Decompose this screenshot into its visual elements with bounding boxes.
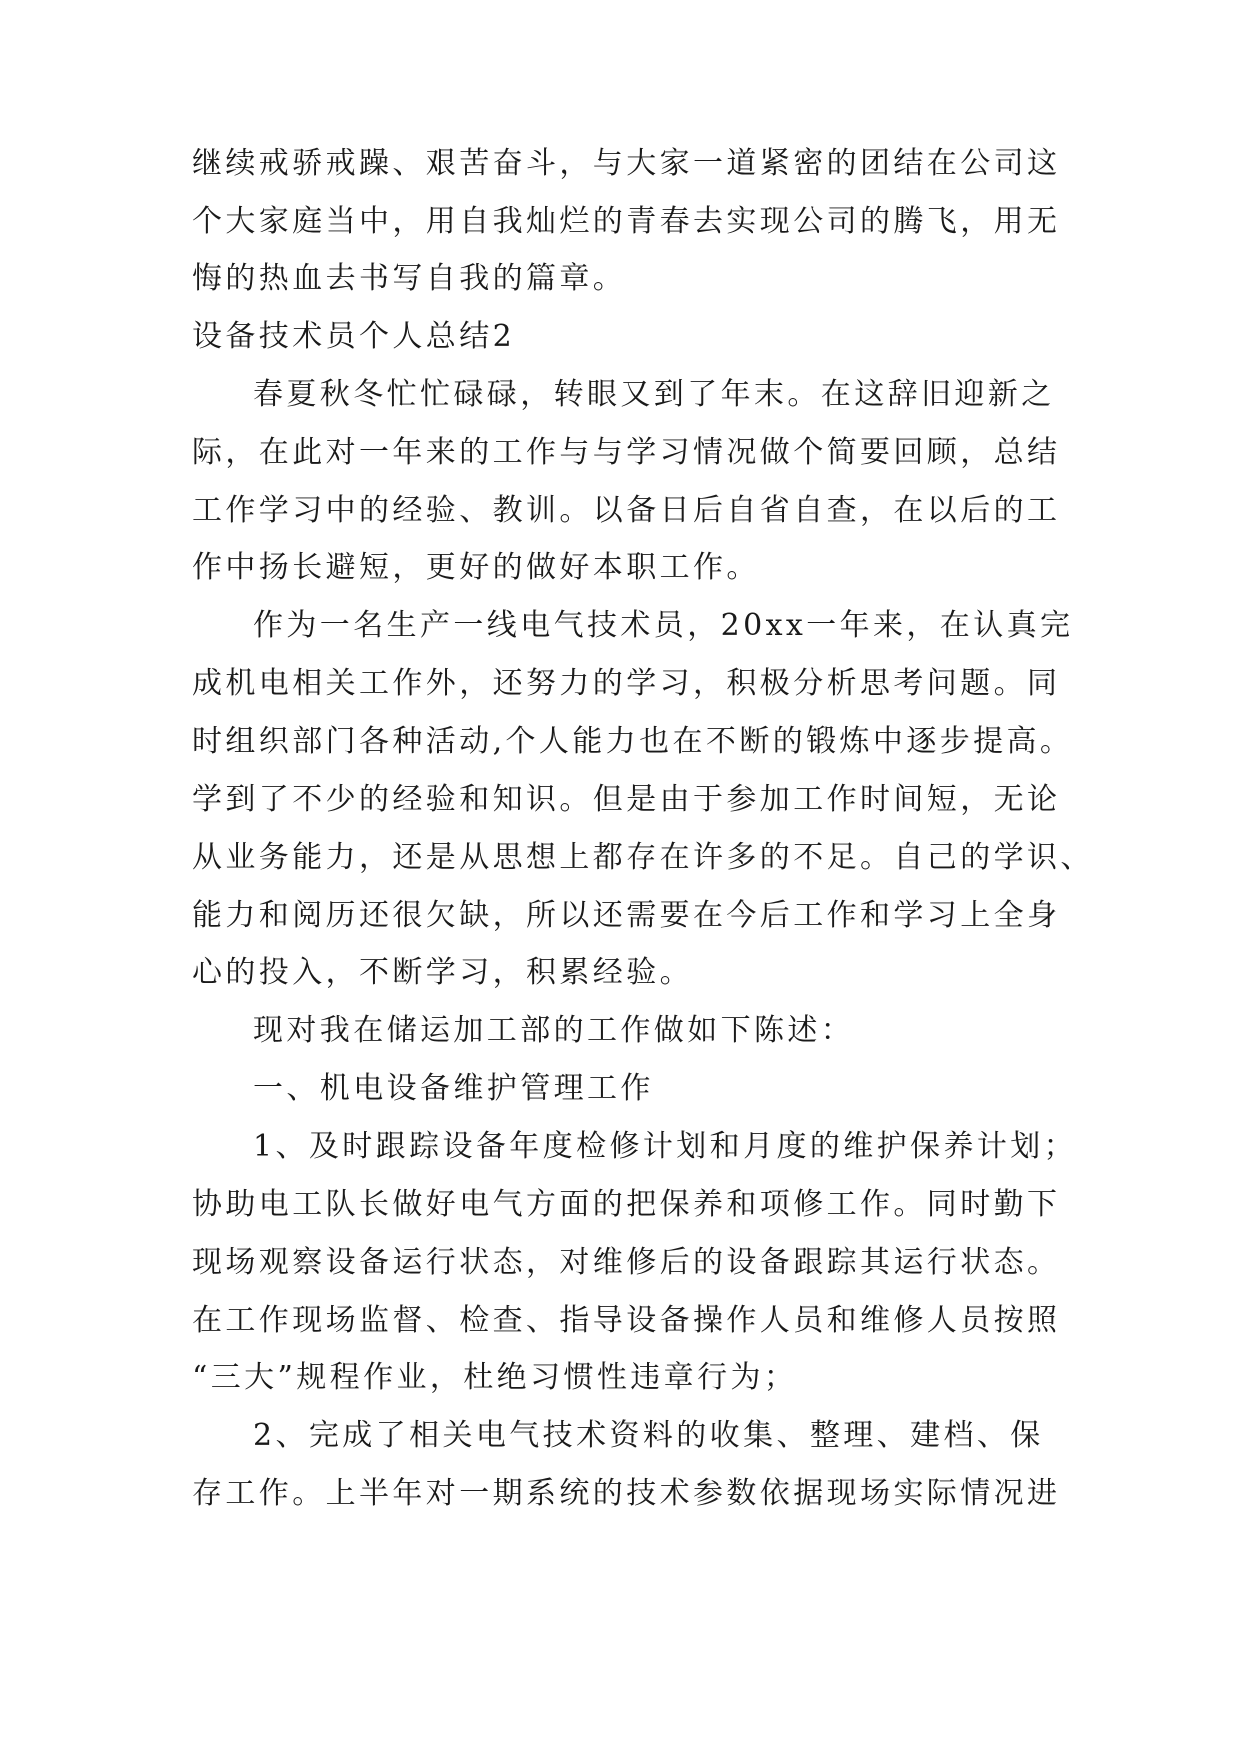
paragraph-line: 时组织部门各种活动,个人能力也在不断的锻炼中逐步提高。 (192, 724, 1074, 759)
paragraph-line: 协助电工队长做好电气方面的把保养和项修工作。同时勤下 (192, 1187, 1061, 1222)
paragraph-line: 作中扬长避短，更好的做好本职工作。 (192, 550, 760, 585)
paragraph-line: 悔的热血去书写自我的篇章。 (192, 261, 627, 296)
paragraph-line: 能力和阅历还很欠缺，所以还需要在今后工作和学习上全身 (192, 898, 1061, 933)
paragraph-line: 心的投入，不断学习，积累经验。 (192, 955, 693, 990)
section-heading: 设备技术员个人总结2 (192, 319, 516, 354)
paragraph-line: 作为一名生产一线电气技术员，20xx一年来，在认真完 (253, 608, 1074, 643)
paragraph-line: 继续戒骄戒躁、艰苦奋斗，与大家一道紧密的团结在公司这 (192, 146, 1061, 181)
paragraph-line: 成机电相关工作外，还努力的学习，积极分析思考问题。同 (192, 666, 1061, 701)
paragraph-line: 际，在此对一年来的工作与与学习情况做个简要回顾，总结 (192, 435, 1061, 470)
paragraph-line: 工作学习中的经验、教训。以备日后自省自查，在以后的工 (192, 493, 1061, 528)
paragraph-line: 从业务能力，还是从思想上都存在许多的不足。自己的学识、 (192, 840, 1094, 875)
list-item-line: 2、完成了相关电气技术资料的收集、整理、建档、保 (253, 1418, 1044, 1453)
list-item-line: 1、及时跟踪设备年度检修计划和月度的维护保养计划； (253, 1129, 1078, 1164)
paragraph-line: 学到了不少的经验和知识。但是由于参加工作时间短，无论 (192, 782, 1061, 817)
paragraph-line: 在工作现场监督、检查、指导设备操作人员和维修人员按照 (192, 1303, 1061, 1338)
paragraph-line: 存工作。上半年对一期系统的技术参数依据现场实际情况进 (192, 1476, 1061, 1511)
paragraph-line: “三大”规程作业，杜绝习惯性违章行为； (192, 1360, 798, 1395)
paragraph-line: 个大家庭当中，用自我灿烂的青春去实现公司的腾飞，用无 (192, 204, 1061, 239)
paragraph-line: 现场观察设备运行状态，对维修后的设备跟踪其运行状态。 (192, 1245, 1061, 1280)
paragraph-line: 春夏秋冬忙忙碌碌，转眼又到了年末。在这辞旧迎新之 (253, 377, 1055, 412)
list-heading: 一、机电设备维护管理工作 (253, 1071, 654, 1106)
paragraph-line: 现对我在储运加工部的工作做如下陈述： (253, 1013, 855, 1048)
